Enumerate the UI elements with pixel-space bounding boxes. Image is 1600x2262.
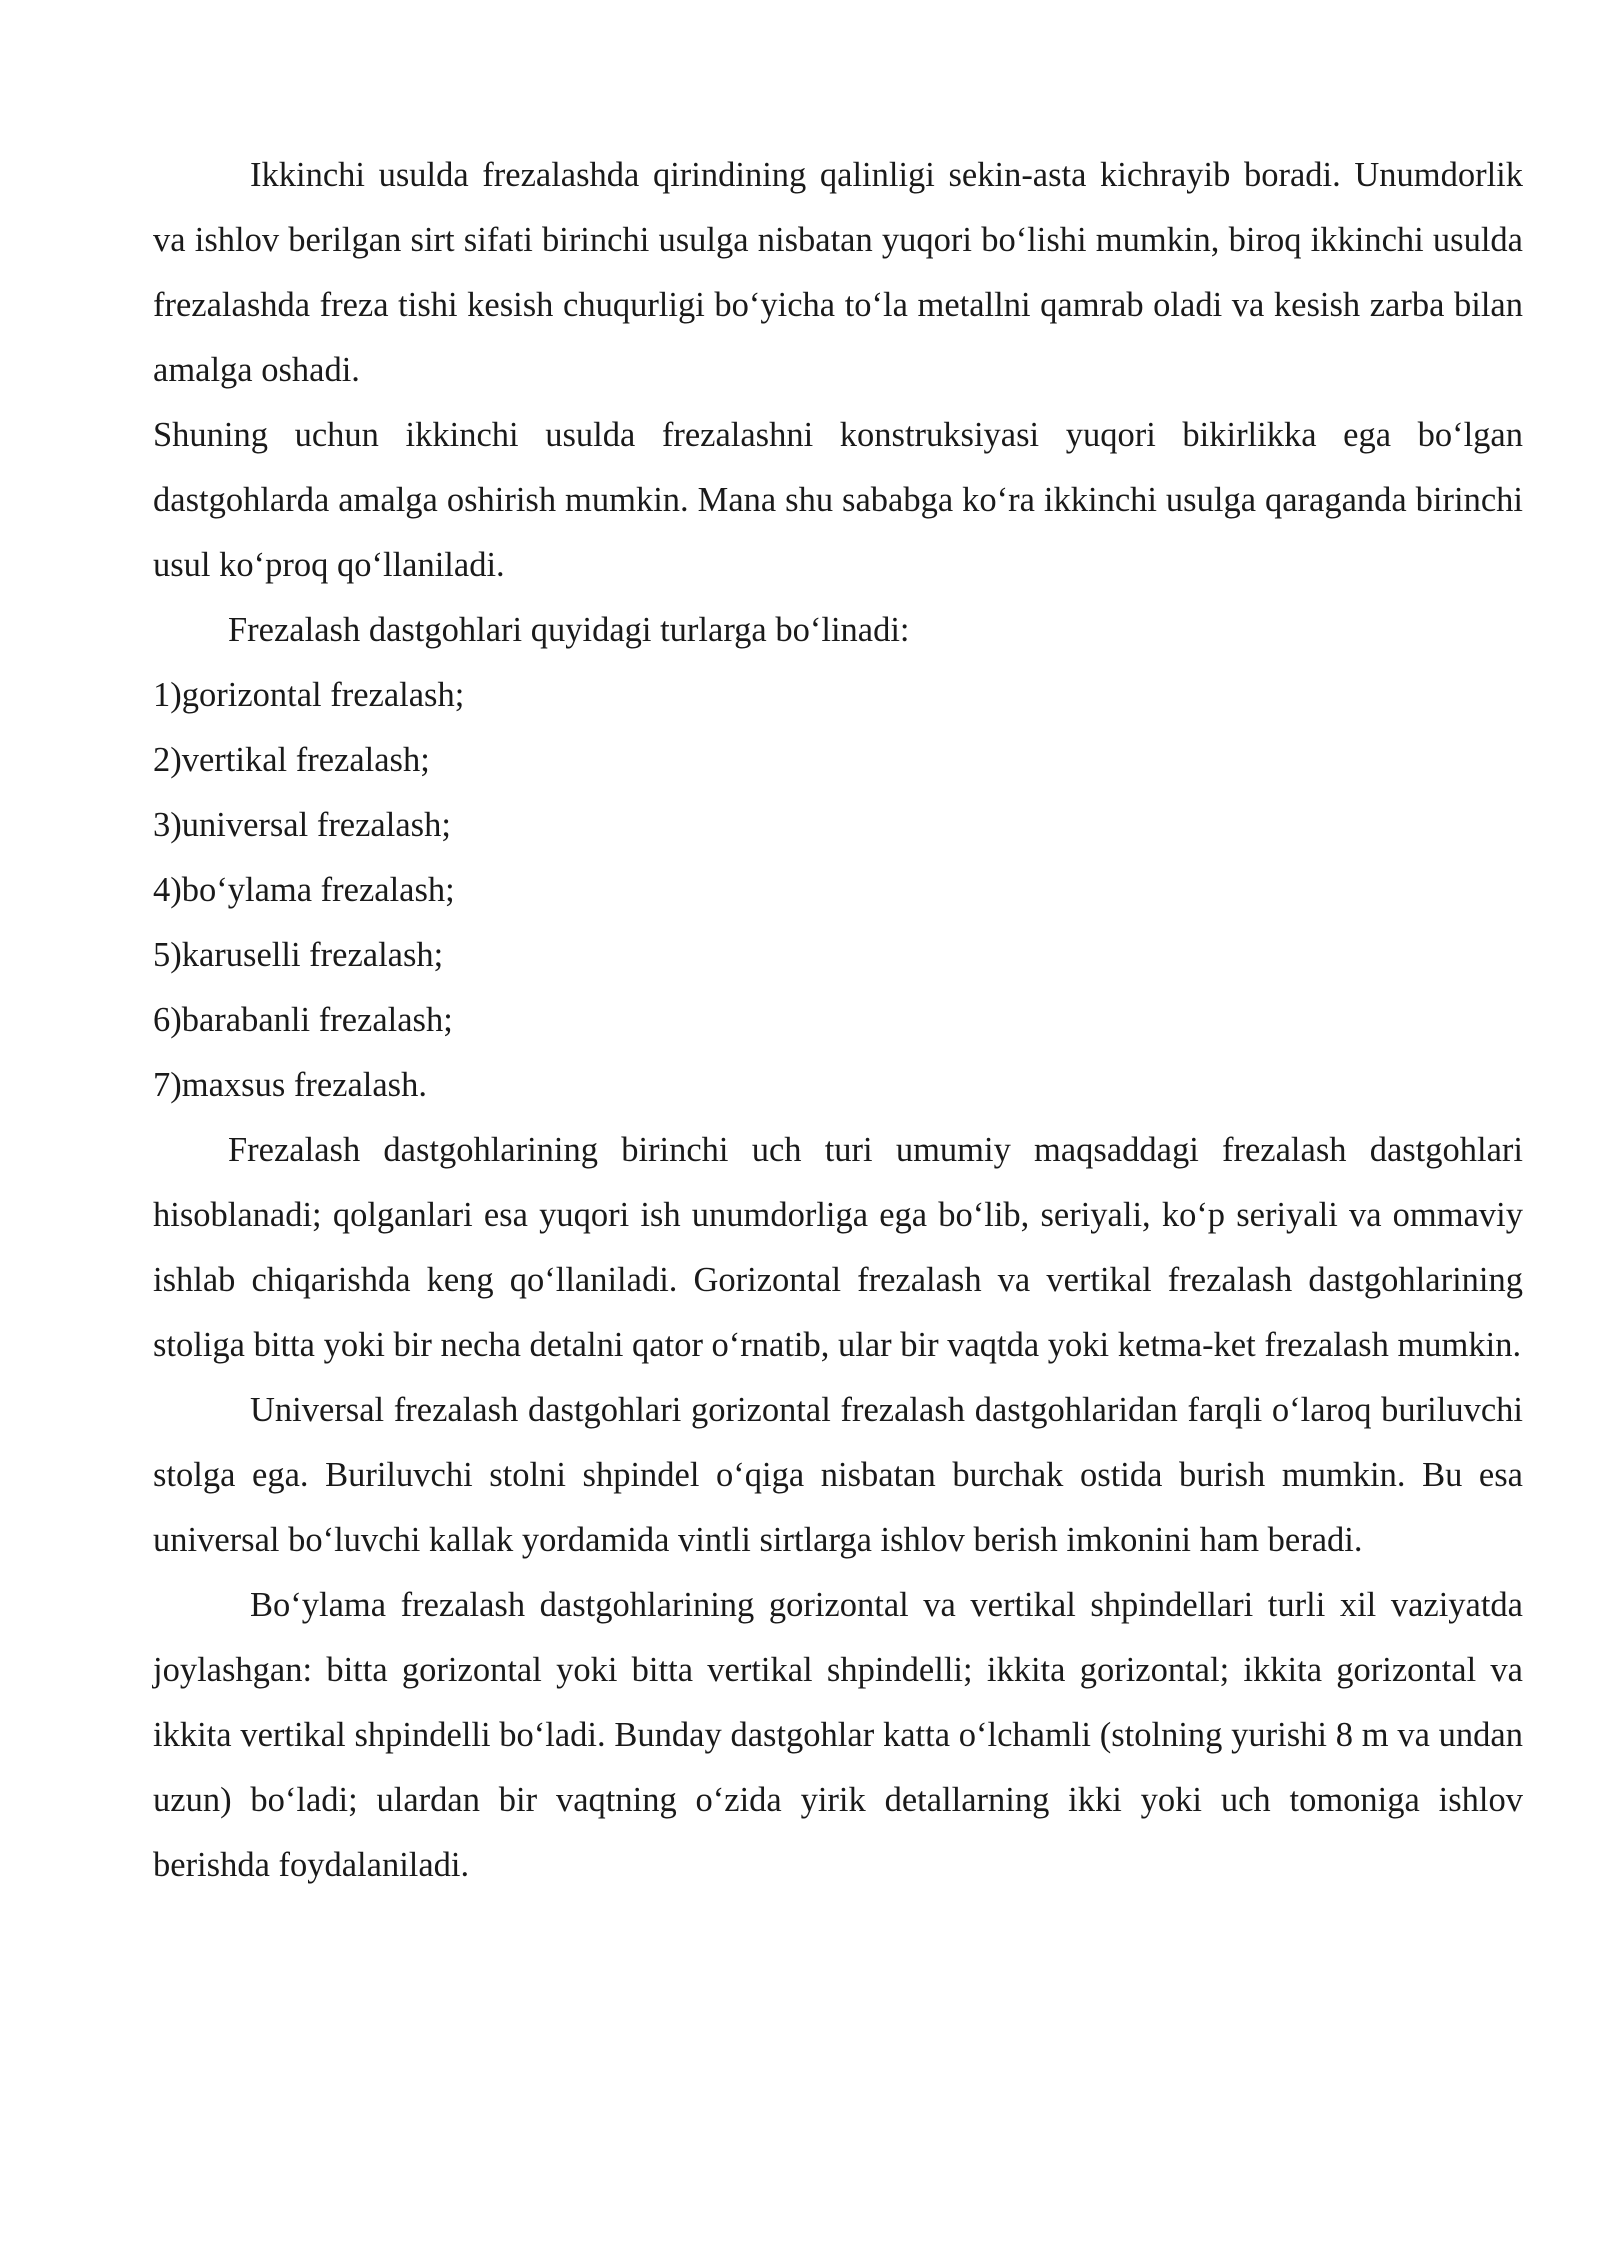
paragraph: Frezalash dastgohlarining birinchi uch turi umumiy maqsaddagi frezalash dastgohlari hisoblanadi; qolganlari esa yuqori ish unumdorliga ega bo‘lib, seriyali, ko‘p seriyali va ommaviy ishlab chiqarishda keng qo‘llaniladi. Gorizontal frezalash va vertikal frezalash dastgohlarining stoliga bitta yoki bir necha detalni qator o‘rnatib, ular bir vaqtda yoki ketma-ket frezalash mumkin. [153,1131,1523,1364]
paragraph: Shuning uchun ikkinchi usulda frezalashni konstruksiyasi yuqori bikirlikka ega bo‘lgan dastgohlarda amalga oshirish mumkin. Mana shu sababga ko‘ra ikkinchi usulga qaraganda birinchi usul ko‘proq qo‘llaniladi. [153,416,1523,584]
list-intro: Frezalash dastgohlari quyidagi turlarga bo‘linadi: [228,611,910,649]
list-item: 6)barabanli frezalash; [153,1001,453,1039]
list-item: 3)universal frezalash; [153,806,451,844]
document-body [153,143,1523,1898]
list-item: 7)maxsus frezalash. [153,1066,427,1104]
paragraph: Bo‘ylama frezalash dastgohlarining gorizontal va vertikal shpindellari turli xil vaziyatda joylashgan: bitta gorizontal yoki bitta vertikal shpindelli; ikkita gorizontal; ikkita gorizontal va ikkita vertikal shpindelli bo‘ladi. Bunday dastgohlar katta o‘lchamli (stolning yurishi 8 m va undan uzun) bo‘ladi; ulardan bir vaqtning o‘zida yirik detallarning ikki yoki uch tomoniga ishlov berishda foydalaniladi. [153,1586,1523,1884]
list-item: 5)karuselli frezalash; [153,936,444,974]
paragraph: Universal frezalash dastgohlari gorizontal frezalash dastgohlaridan farqli o‘laroq buriluvchi stolga ega. Buriluvchi stolni shpindel o‘qiga nisbatan burchak ostida burish mumkin. Bu esa universal bo‘luvchi kallak yordamida vintli sirtlarga ishlov berish imkonini ham beradi. [153,1391,1523,1559]
paragraph: Ikkinchi usulda frezalashda qirindining qalinligi sekin-asta kichrayib boradi. Unumdorlik va ishlov berilgan sirt sifati birinchi usulga nisbatan yuqori bo‘lishi mumkin, biroq ikkinchi usulda frezalashda freza tishi kesish chuqurligi bo‘yicha to‘la metallni qamrab oladi va kesish zarba bilan amalga oshadi. [153,156,1523,389]
list-item: 4)bo‘ylama frezalash; [153,871,455,909]
list-item: 1)gorizontal frezalash; [153,676,465,714]
list-item: 2)vertikal frezalash; [153,741,430,779]
